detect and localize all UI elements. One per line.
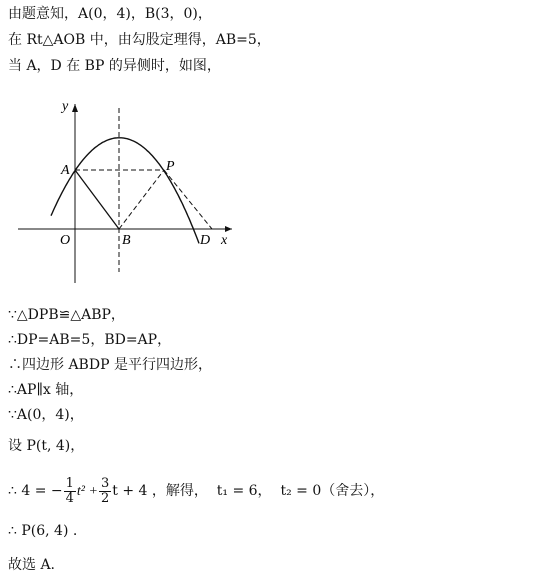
text-line-5: ∴DP=AB=5，BD=AP， [8,332,172,348]
fraction-three-halves [99,477,111,506]
fraction-2-denominator: 2 [100,490,110,506]
segment-AB [75,170,119,229]
text-line-6: ∴四边形 ABDP 是平行四边形， [8,357,212,373]
fraction-2-numerator: 3 [100,475,110,491]
text-line-2: 在 Rt△AOB 中，由勾股定理得，AB=5， [8,32,271,48]
parabola-figure [0,88,260,288]
text-line-9: 设 P(t, 4)， [8,438,85,454]
segment-PD [164,170,212,229]
parabola-curve [51,138,199,244]
segment-BP [119,170,164,229]
y-axis-arrow [72,104,78,112]
equation-term-t: t + 4 ，解得， [112,483,208,499]
text-line-7: ∴AP∥x 轴， [8,382,84,398]
label-P: P [166,159,175,174]
label-B: B [122,233,131,248]
fraction-1-denominator: 4 [65,490,74,506]
text-line-3: 当 A，D 在 BP 的异侧时，如图， [8,58,221,74]
fraction-one-quarter [64,477,76,506]
equation-term-t2: t² + [76,484,98,499]
label-O: O [60,233,71,248]
text-line-4: ∵△DPB≌△ABP， [8,307,125,323]
label-A: A [61,163,70,178]
solution-t2: t₂ = 0（舍去）， [280,483,385,499]
text-line-11: ∴ P(6, 4) . [8,523,78,539]
solution-t1: t₁ = 6， [216,483,272,499]
label-x: x [221,233,228,248]
text-line-1: 由题意知，A(0，4)，B(3，0)， [8,6,212,22]
label-D: D [200,233,211,248]
x-axis-arrow [225,226,232,232]
equation-line [8,475,384,508]
label-y: y [62,99,69,114]
fraction-1-numerator: 1 [65,475,74,491]
equation-prefix: ∴ 4 = − [8,483,63,499]
text-line-8: ∵A(0，4)， [8,407,84,423]
text-line-12: 故选 A. [8,557,56,573]
